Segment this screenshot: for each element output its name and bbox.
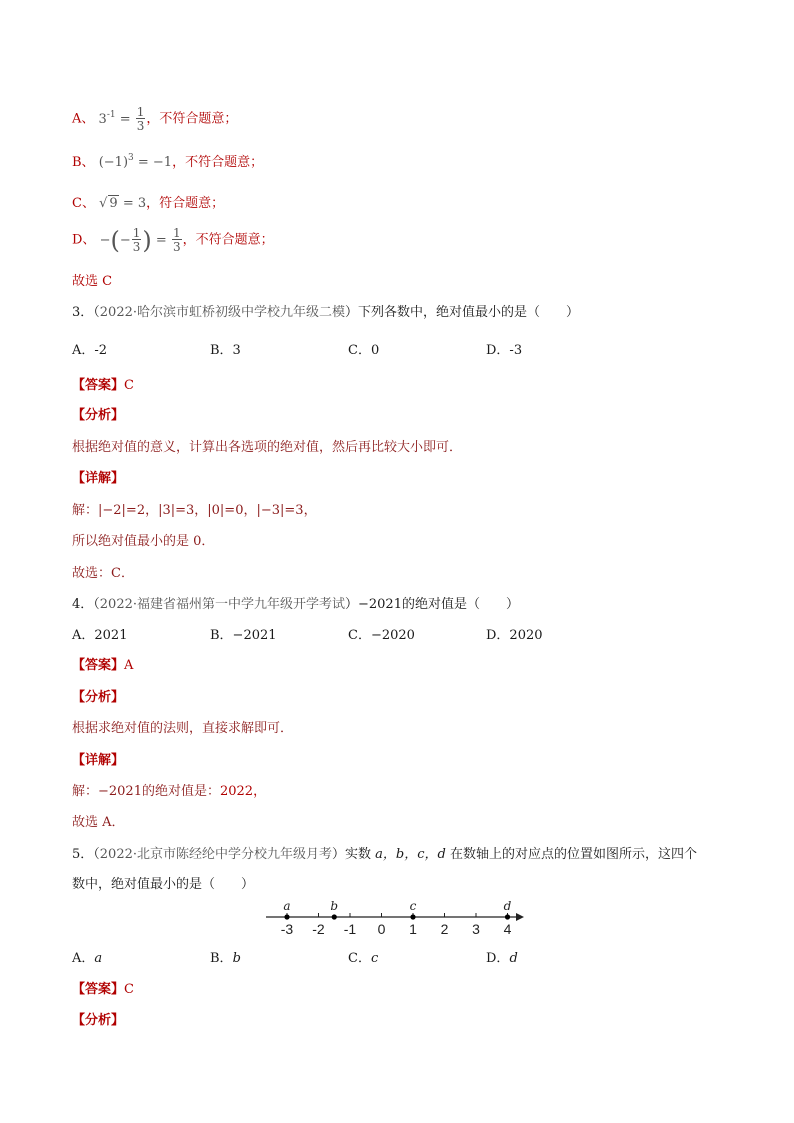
q3-option-d: D．-3 xyxy=(486,343,523,358)
q4-analysis-text: 根据求绝对值的法则，直接求解即可． xyxy=(72,721,294,736)
q5-answer: 【答案】C xyxy=(72,982,134,997)
number-line-point-label: c xyxy=(409,899,417,913)
q3-detail-tag: 【详解】 xyxy=(72,471,125,486)
q3-analysis-text: 根据绝对值的意义，计算出各选项的绝对值，然后再比较大小即可． xyxy=(72,440,463,455)
number-line-point-c xyxy=(410,914,415,919)
number-line-point-a xyxy=(284,914,289,919)
q3-source: 2022·哈尔滨市虹桥初级中学校九年级二模 xyxy=(99,305,345,320)
math-expression: √ 9 = 3 xyxy=(99,196,147,211)
option-comment: ，符合题意； xyxy=(146,196,225,211)
number-line-tick-label: 1 xyxy=(409,921,417,937)
q4-option-b: B．−2021 xyxy=(210,628,277,643)
q5-option-c: C．c xyxy=(348,951,379,966)
option-comment: ，不符合题意； xyxy=(146,111,238,127)
number-line-point-label: a xyxy=(283,899,291,913)
q5-stem-line-2: 数中，绝对值最小的是（ ） xyxy=(72,877,255,892)
q4-detail-line-2: 故选 A． xyxy=(72,815,125,830)
q3-stem: 3．（2022·哈尔滨市虹桥初级中学校九年级二模）下列各数中，绝对值最小的是（ ） xyxy=(72,305,580,320)
q4-stem: 4．（2022·福建省福州第一中学九年级开学考试）−2021的绝对值是（ ） xyxy=(72,597,519,612)
q4-option-a: A．2021 xyxy=(72,628,128,643)
number-line-point-label: b xyxy=(330,899,339,913)
q5-analysis-tag: 【分析】 xyxy=(72,1013,125,1028)
number-line-tick-label: 0 xyxy=(377,921,386,937)
q4-analysis-tag: 【分析】 xyxy=(72,690,125,705)
q4-detail-tag: 【详解】 xyxy=(72,753,125,768)
q2-conclusion: 故选 C xyxy=(72,274,113,289)
q3-answer: 【答案】C xyxy=(72,378,134,393)
option-comment: ，不符合题意； xyxy=(172,155,264,170)
q5-option-d: D．d xyxy=(486,951,518,966)
option-label: A、 xyxy=(72,111,95,127)
option-label: C、 xyxy=(72,196,95,211)
option-comment: ，不符合题意； xyxy=(182,232,274,248)
number-line-point-label: d xyxy=(503,899,512,913)
q5-source: 2022·北京市陈经纶中学分校九年级月考 xyxy=(99,847,332,862)
number-line-point-b xyxy=(332,914,337,919)
q4-option-c: C．−2020 xyxy=(348,628,415,643)
q5-stem-line-1: 5．（2022·北京市陈经纶中学分校九年级月考）实数 a，b，c，d 在数轴上的对应点的位置如图所示，这四个 xyxy=(72,847,697,862)
number-line-figure xyxy=(262,894,532,940)
number-line-tick-label: 2 xyxy=(440,921,449,937)
number-line-tick-label: 4 xyxy=(503,921,512,937)
q2-option-d-analysis xyxy=(72,226,274,254)
number-line-tick-label: -2 xyxy=(312,921,325,937)
number-line-tick-label: -1 xyxy=(343,921,357,937)
number-line-point-d xyxy=(505,914,510,919)
number-line-tick-label: -3 xyxy=(280,921,294,937)
q5-option-a: A．a xyxy=(72,951,103,966)
q4-option-d: D．2020 xyxy=(486,628,543,643)
option-label: B、 xyxy=(72,155,95,170)
q2-option-a-analysis xyxy=(72,106,237,132)
q4-detail-line-1: 解：−2021的绝对值是：2022， xyxy=(72,784,267,799)
math-expression: −(− $\frac{1}{3}$ ) = $\frac{1}{3}$ xyxy=(99,226,181,254)
q3-option-a: A．-2 xyxy=(72,343,108,358)
math-expression: $3^{-1}$ = $\frac{1}{3}$ xyxy=(98,105,145,133)
q2-option-b-analysis xyxy=(72,151,263,170)
q3-detail-line-1: 解：|−2|=2，|3|=3，|0|=0，|−3|=3， xyxy=(72,503,317,518)
q2-option-c-analysis xyxy=(72,192,224,211)
number-line-tick-label: 3 xyxy=(472,921,480,937)
q3-analysis-tag: 【分析】 xyxy=(72,408,125,423)
math-expression: $(-1)^3 = -1$ xyxy=(98,153,173,170)
q3-detail-line-2: 所以绝对值最小的是 0． xyxy=(72,534,215,549)
q5-option-b: B．b xyxy=(210,951,241,966)
q3-option-b: B．3 xyxy=(210,343,241,358)
option-label: D、 xyxy=(72,232,96,248)
q3-detail-line-3: 故选：C． xyxy=(72,566,134,581)
q4-answer: 【答案】A xyxy=(72,658,134,673)
q4-source: 2022·福建省福州第一中学九年级开学考试 xyxy=(99,597,345,612)
q3-option-c: C．0 xyxy=(348,343,380,358)
number-line-arrow-icon xyxy=(516,913,524,921)
